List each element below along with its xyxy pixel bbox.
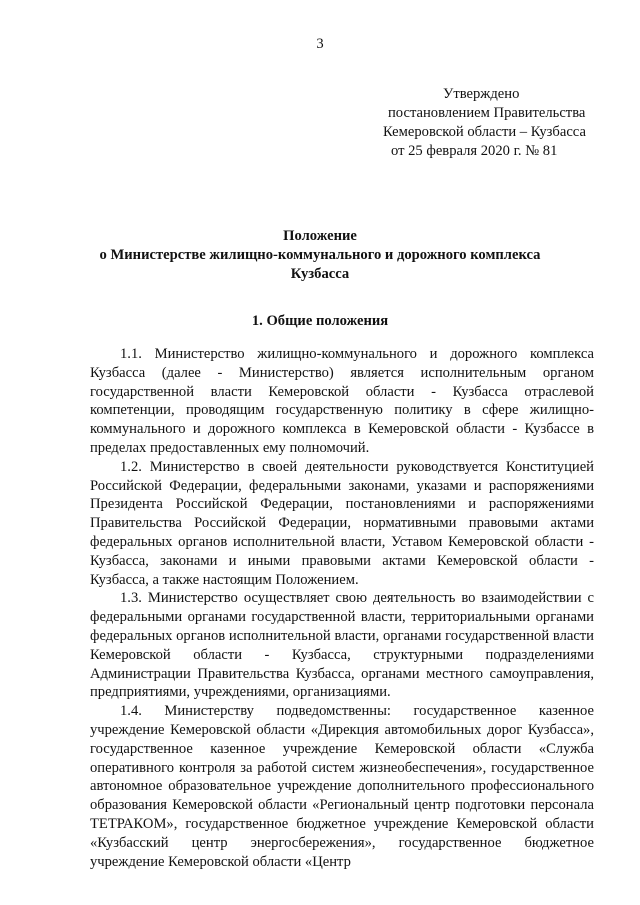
- title-line: Кузбасса: [290, 266, 350, 282]
- paragraph: 1.1. Министерство жилищно-коммунального и дорожного комплекса Кузбасса (далее - Министерство) является исполнительным органом государственной власти Кемеровской области - Кузбасса отраслевой компетенции, проводящим государственную политику в сфере жилищно-коммунального и дорожного комплекса в Кемеровской области - Кузбассе в пределах предоставленных ему полномочий.: [90, 346, 594, 456]
- approval-line: от 25 февраля 2020 г. № 81: [391, 143, 558, 159]
- paragraph: 1.4. Министерству подведомственны: государственное казенное учреждение Кемеровской области «Дирекция автомобильных дорог Кузбасса», государственное казенное учреждение Кемеровской области «Служба оперативного контроля за работой систем жизнеобеспечения», государственное автономное образовательное учреждение дополнительного профессионального образования Кемеровской области «Региональный центр подготовки персонала ТЕТРАКОМ», государственное бюджетное учреждение Кемеровской области «Кузбасский центр энергосбережения», государственное бюджетное учреждение Кемеровской области «Центр: [90, 703, 594, 870]
- title-line: Положение: [283, 228, 357, 244]
- section-heading: 1. Общие положения: [251, 313, 389, 329]
- approval-line: Кемеровской области – Кузбасса: [383, 124, 586, 140]
- approval-line: Утверждено: [443, 86, 520, 102]
- document-title: [60, 227, 580, 284]
- paragraph: 1.2. Министерство в своей деятельности руководствуется Конституцией Российской Федерации, федеральными законами, указами и распоряжениями Президента Российской Федерации, постановлениями и распоряжениями Правительства Российской Федерации, нормативными правовыми актами федеральных органов исполнительной власти, Уставом Кемеровской области - Кузбасса, законами и иными правовыми актами Кемеровской области - Кузбасса, а также настоящим Положением.: [90, 458, 594, 588]
- page-number: 3: [316, 36, 324, 52]
- title-line: о Министерстве жилищно-коммунального и дорожного комплекса: [99, 247, 541, 263]
- paragraph: 1.3. Министерство осуществляет свою деятельность во взаимодействии с федеральными органами государственной власти, территориальными органами федеральных органов исполнительной власти, органами государственной власти Кемеровской области - Кузбасса, структурными подразделениями Администрации Правительства Кузбасса, органами местного самоуправления, предприятиями, учреждениями, организациями.: [90, 590, 594, 701]
- approval-line: постановлением Правительства: [388, 105, 586, 121]
- document-body: [90, 345, 594, 871]
